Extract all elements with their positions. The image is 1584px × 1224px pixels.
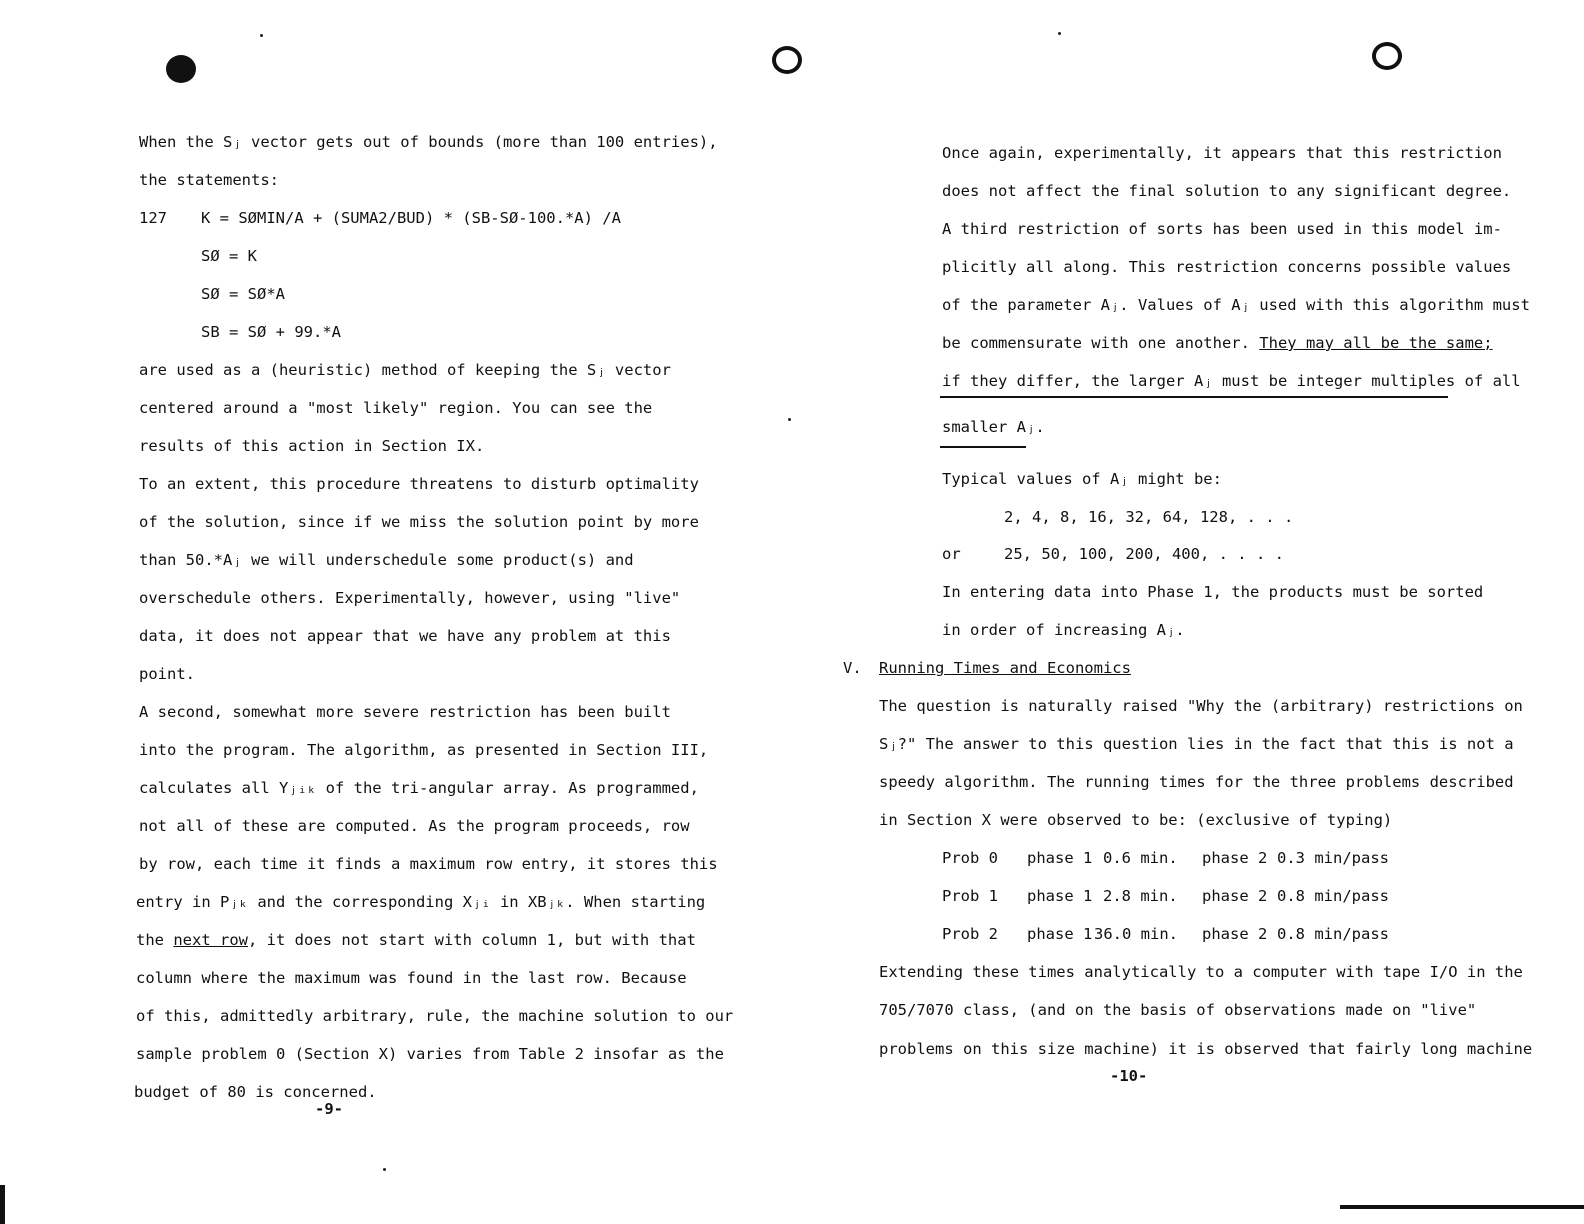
- value-list: 25, 50, 100, 200, 400, . . . .: [1004, 545, 1284, 563]
- value-list: 2, 4, 8, 16, 32, 64, 128, . . .: [1004, 508, 1294, 526]
- text-line: A second, somewhat more severe restriction has been built: [139, 703, 671, 721]
- text-fragment: be commensurate with one another.: [942, 334, 1250, 352]
- code-line: K = SØMIN/A + (SUMA2/BUD) * (SB-SØ-100.*A) /A: [201, 209, 621, 227]
- scan-speck: [260, 34, 263, 37]
- section-number: V.: [843, 659, 862, 677]
- table-cell: phase 2: [1202, 849, 1268, 867]
- scan-edge-left: [0, 1185, 5, 1224]
- scan-speck: [788, 418, 791, 421]
- text-line: results of this action in Section IX.: [139, 437, 485, 455]
- text-line: calculates all Yⱼᵢₖ of the tri-angular array. As programmed,: [139, 779, 699, 797]
- text-line: entry in Pⱼₖ and the corresponding Xⱼᵢ in XBⱼₖ. When starting: [136, 893, 706, 911]
- text-line: plicitly all along. This restriction concerns possible values: [942, 258, 1512, 276]
- table-cell: 0.6 min.: [1103, 849, 1178, 867]
- text-line: Sⱼ?" The answer to this question lies in the fact that this is not a: [879, 735, 1514, 753]
- text-line: A third restriction of sorts has been used in this model im-: [942, 220, 1502, 238]
- text-line: in Section X were observed to be: (exclusive of typing): [879, 811, 1393, 829]
- table-cell: 2.8 min.: [1103, 887, 1178, 905]
- scan-speck: [383, 1168, 386, 1171]
- table-cell: 36.0 min.: [1094, 925, 1178, 943]
- table-cell: 0.8 min/pass: [1277, 887, 1389, 905]
- text-line: column where the maximum was found in the last row. Because: [136, 969, 687, 987]
- underlined-phrase: next row: [173, 931, 248, 949]
- text-line: sample problem 0 (Section X) varies from Table 2 insofar as the: [136, 1045, 724, 1063]
- scan-edge-bottom: [1340, 1205, 1584, 1209]
- text-line: The question is naturally raised "Why the (arbitrary) restrictions on: [879, 697, 1523, 715]
- punch-hole-middle: [772, 46, 802, 74]
- text-line: When the Sⱼ vector gets out of bounds (more than 100 entries),: [139, 133, 718, 151]
- section-title: Running Times and Economics: [879, 659, 1131, 677]
- code-line: SB = SØ + 99.*A: [201, 323, 341, 341]
- text-line: budget of 80 is concerned.: [134, 1083, 377, 1101]
- text-line: data, it does not appear that we have any problem at this: [139, 627, 671, 645]
- text-line: [136, 930, 696, 950]
- punch-hole-left: [166, 55, 196, 83]
- text-fragment: the: [136, 931, 164, 949]
- text-line: point.: [139, 665, 195, 683]
- text-line: of this, admittedly arbitrary, rule, the machine solution to our: [136, 1007, 734, 1025]
- table-cell: phase 2: [1202, 925, 1268, 943]
- text-line: of the solution, since if we miss the solution point by more: [139, 513, 699, 531]
- table-cell: phase 2: [1202, 887, 1268, 905]
- table-cell: Prob 0: [942, 849, 998, 867]
- text-line: of the parameter Aⱼ. Values of Aⱼ used with this algorithm must: [942, 296, 1530, 314]
- statement-label: 127: [139, 209, 167, 227]
- punch-hole-right: [1372, 42, 1402, 70]
- page-number: -10-: [1110, 1067, 1148, 1085]
- text-line: by row, each time it finds a maximum row entry, it stores this: [139, 855, 718, 873]
- text-line: Extending these times analytically to a computer with tape I/O in the: [879, 963, 1523, 981]
- table-cell: Prob 1: [942, 887, 998, 905]
- text-line: speedy algorithm. The running times for the three problems described: [879, 773, 1514, 791]
- text-line: problems on this size machine) it is observed that fairly long machine: [879, 1040, 1533, 1058]
- page-number: -9-: [315, 1100, 343, 1118]
- text-fragment: , it does not start with column 1, but with that: [248, 931, 696, 949]
- table-cell: phase 1: [1027, 849, 1093, 867]
- text-line: if they differ, the larger Aⱼ must be integer multiples of all: [942, 372, 1521, 390]
- text-line: centered around a "most likely" region. You can see the: [139, 399, 653, 417]
- underlined-phrase: They may all be the same;: [1259, 334, 1493, 352]
- table-cell: Prob 2: [942, 925, 998, 943]
- table-cell: phase 1: [1027, 925, 1093, 943]
- code-line: SØ = K: [201, 247, 257, 265]
- table-cell: phase 1: [1027, 887, 1093, 905]
- table-cell: 0.3 min/pass: [1277, 849, 1389, 867]
- scan-speck: [1058, 32, 1061, 35]
- text-line: [942, 333, 1493, 353]
- text-line: In entering data into Phase 1, the products must be sorted: [942, 583, 1484, 601]
- code-line: SØ = SØ*A: [201, 285, 285, 303]
- text-line: into the program. The algorithm, as presented in Section III,: [139, 741, 709, 759]
- text-line: Typical values of Aⱼ might be:: [942, 470, 1222, 488]
- underline-rule: [940, 396, 1448, 398]
- text-line: than 50.*Aⱼ we will underschedule some product(s) and: [139, 551, 634, 569]
- table-cell: 0.8 min/pass: [1277, 925, 1389, 943]
- text-line: 705/7070 class, (and on the basis of observations made on "live": [879, 1001, 1477, 1019]
- underline-rule: [940, 446, 1026, 448]
- text-line: To an extent, this procedure threatens to disturb optimality: [139, 475, 699, 493]
- text-line: in order of increasing Aⱼ.: [942, 621, 1185, 639]
- text-line: the statements:: [139, 171, 279, 189]
- text-line: does not affect the final solution to any significant degree.: [942, 182, 1512, 200]
- text-line: smaller Aⱼ.: [942, 418, 1045, 436]
- text-line: are used as a (heuristic) method of keeping the Sⱼ vector: [139, 361, 671, 379]
- text-line: Once again, experimentally, it appears that this restriction: [942, 144, 1502, 162]
- text-line: not all of these are computed. As the program proceeds, row: [139, 817, 690, 835]
- text-line: overschedule others. Experimentally, however, using "live": [139, 589, 681, 607]
- text-line: or: [942, 545, 961, 563]
